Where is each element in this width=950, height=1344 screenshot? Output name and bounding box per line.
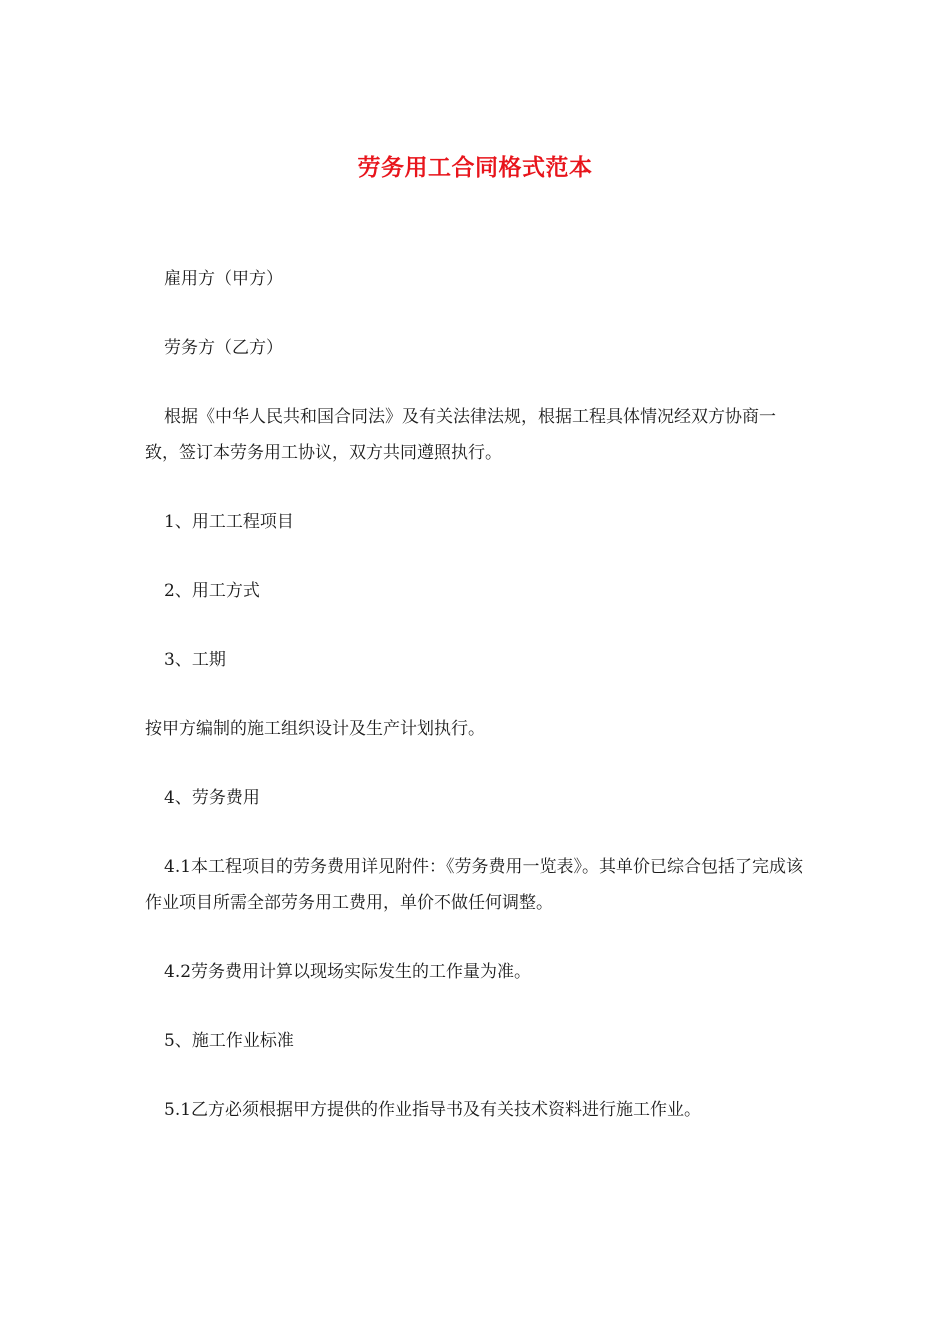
clause-4-2: 4.2劳务费用计算以现场实际发生的工作量为准。 xyxy=(164,962,532,982)
section-heading-1: 1、用工工程项目 xyxy=(164,512,294,532)
section-heading-2: 2、用工方式 xyxy=(164,581,260,601)
section-heading-4: 4、劳务费用 xyxy=(164,788,260,808)
document-body xyxy=(145,261,805,1161)
document-title: 劳务用工合同格式范本 xyxy=(357,154,593,181)
party-b-line: 劳务方（乙方） xyxy=(164,338,283,358)
schedule-paragraph: 按甲方编制的施工组织设计及生产计划执行。 xyxy=(145,719,485,739)
party-a-line: 雇用方（甲方） xyxy=(164,269,283,289)
preamble-paragraph: 根据《中华人民共和国合同法》及有关法律法规，根据工程具体情况经双方协商一致，签订本劳务用工协议，双方共同遵照执行。 xyxy=(145,407,776,463)
clause-5-1: 5.1乙方必须根据甲方提供的作业指导书及有关技术资料进行施工作业。 xyxy=(164,1100,702,1120)
clause-4-1: 4.1本工程项目的劳务费用详见附件：《劳务费用一览表》。其单价已综合包括了完成该作业项目所需全部劳务用工费用，单价不做任何调整。 xyxy=(145,857,804,913)
section-heading-5: 5、施工作业标准 xyxy=(164,1031,294,1051)
section-heading-3: 3、工期 xyxy=(164,650,226,670)
